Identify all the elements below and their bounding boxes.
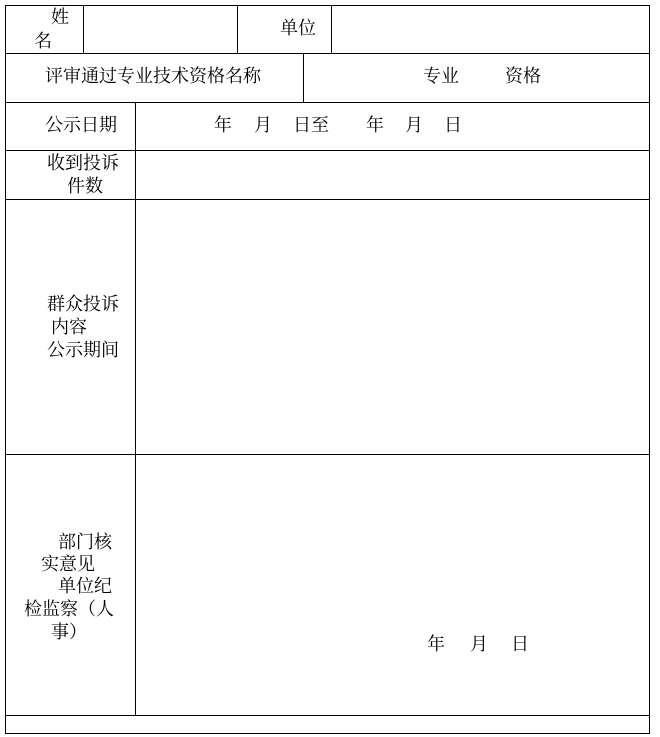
opinion-date-year: 年 (427, 634, 445, 655)
name-label-line1: 姓 (51, 7, 69, 28)
row-divider-6 (5, 715, 650, 716)
opinion-label-line4: 检监察（人 (24, 599, 114, 620)
row-divider-4 (5, 199, 650, 200)
opinion-date-day: 日 (511, 634, 529, 655)
complaint-count-label-line1: 收到投诉 (47, 153, 119, 174)
row-divider-1 (5, 53, 650, 54)
opinion-label-line5: 事） (51, 622, 87, 643)
major-label: 专业 (423, 66, 459, 87)
complaint-content-label-line1: 群众投诉 (47, 294, 119, 315)
complaint-content-label-line2: 内容 (51, 317, 87, 338)
end-year-unit: 年 (366, 115, 384, 136)
qualification-label: 资格 (505, 66, 541, 87)
start-month-unit: 月 (254, 115, 272, 136)
opinion-date-month: 月 (470, 634, 488, 655)
start-year-unit: 年 (214, 115, 232, 136)
col-divider-name-value (237, 5, 238, 53)
col-divider-unit (331, 5, 332, 53)
name-label-line2: 名 (34, 31, 52, 52)
start-day-to: 日至 (293, 115, 329, 136)
end-day-unit: 日 (444, 115, 462, 136)
row-divider-3 (5, 150, 650, 151)
end-month-unit: 月 (405, 115, 423, 136)
complaint-count-label-line2: 件数 (67, 176, 103, 197)
col-divider-labels (135, 102, 136, 715)
publicity-date-label: 公示日期 (45, 115, 117, 136)
opinion-label-line3: 单位纪 (58, 576, 112, 597)
qualification-name-label: 评审通过专业技术资格名称 (45, 66, 261, 87)
row-divider-2 (5, 102, 650, 103)
complaint-content-label-line3: 公示期间 (47, 340, 119, 361)
row-divider-5 (5, 454, 650, 455)
opinion-label-line1: 部门核 (58, 532, 112, 553)
unit-label: 单位 (280, 18, 316, 39)
opinion-label-line2: 实意见 (41, 554, 95, 575)
col-divider-qualification (303, 53, 304, 102)
col-divider-name (83, 5, 84, 53)
